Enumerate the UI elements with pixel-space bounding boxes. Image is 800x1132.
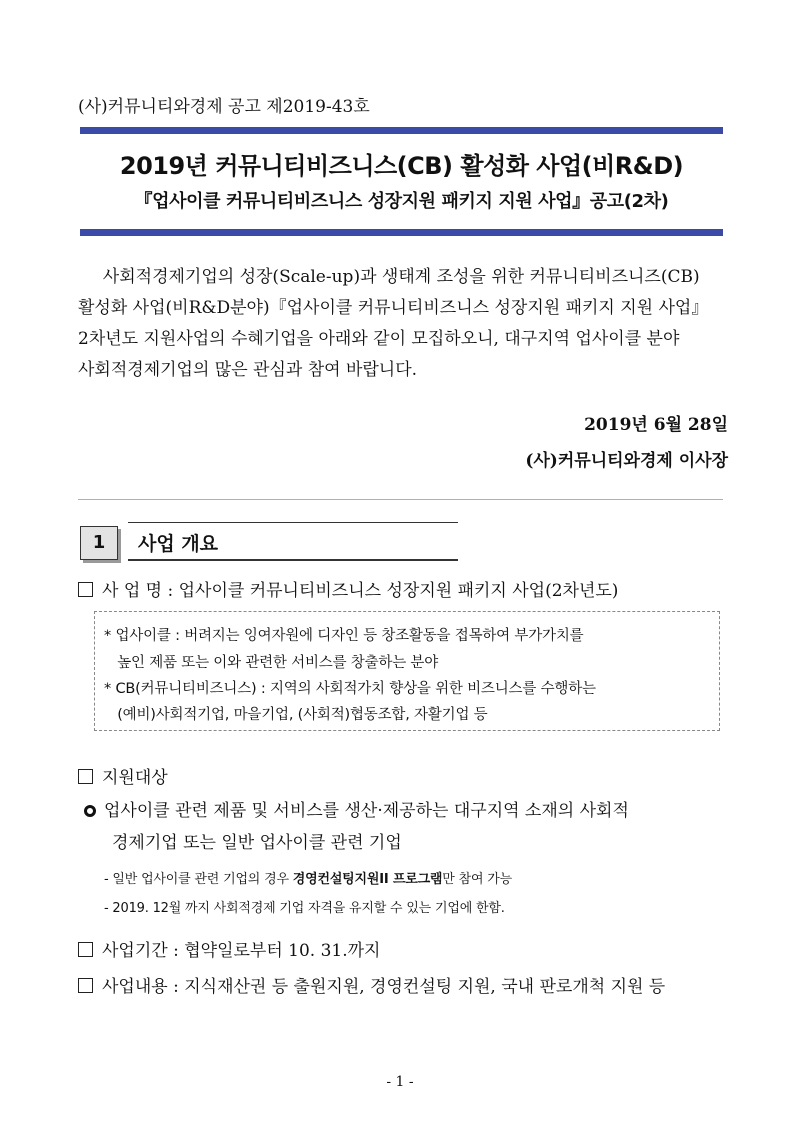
section-number: 1 — [80, 526, 118, 560]
business-period: 사업기간 : 협약일로부터 10. 31.까지 — [102, 941, 381, 961]
note-line: * 업사이클 : 버려지는 잉여자원에 디자인 등 창조활동을 접목하여 부가가치를 — [104, 628, 584, 644]
note-line: 높인 제품 또는 이와 관련한 서비스를 창출하는 분야 — [104, 655, 439, 671]
target-sub-item — [104, 868, 512, 887]
intro-line: 사회적경제기업의 많은 관심과 참여 바랍니다. — [78, 360, 418, 380]
document-subtitle: 『업사이클 커뮤니티비즈니스 성장지원 패키지 지원 사업』공고(2차) — [134, 191, 669, 212]
note-line: * CB(커뮤니티비즈니스) : 지역의 사회적가치 향상을 위한 비즈니스를 수행하는 — [104, 681, 596, 697]
sub-text: - 일반 업사이클 관련 기업의 경우 — [104, 872, 293, 887]
period-row — [78, 936, 380, 961]
checkbox-square-icon — [78, 978, 93, 993]
notice-number: (사)커뮤니티와경제 공고 제2019-43호 — [78, 97, 370, 117]
checkbox-square-icon — [78, 942, 93, 957]
note-line: (예비)사회적기업, 마을기업, (사회적)협동조합, 자활기업 등 — [104, 707, 488, 723]
page-number: - 1 - — [386, 1074, 414, 1090]
intro-line: 2차년도 지원사업의 수혜기업을 아래와 같이 모집하오니, 대구지역 업사이클 분야 — [78, 329, 680, 349]
target-sub-item: - 2019. 12월 까지 사회적경제 기업 자격을 유지할 수 있는 기업에 한함. — [104, 901, 505, 916]
business-name: 사 업 명 : 업사이클 커뮤니티비즈니스 성장지원 패키지 사업(2차년도) — [102, 581, 619, 601]
content-row — [78, 972, 665, 997]
document-title: 2019년 커뮤니티비즈니스(CB) 활성화 사업(비R&D) — [119, 152, 684, 180]
section-title: 사업 개요 — [138, 533, 219, 555]
section-title-bar — [128, 522, 458, 561]
intro-line: 활성화 사업(비R&D분야)『업사이클 커뮤니티비즈니스 성장지원 패키지 지원 사업』 — [78, 298, 709, 318]
target-label: 지원대상 — [102, 768, 168, 788]
target-row — [78, 763, 168, 788]
sub-text: 만 참여 가능 — [442, 872, 512, 887]
business-content: 사업내용 : 지식재산권 등 출원지원, 경영컨설팅 지원, 국내 판로개척 지원 등 — [102, 977, 666, 997]
target-bullet-line: 업사이클 관련 제품 및 서비스를 생산·제공하는 대구지역 소재의 사회적 — [104, 801, 629, 821]
section-divider — [78, 499, 723, 500]
sub-text-bold: 경영컨설팅지원II 프로그램 — [292, 872, 443, 887]
intro-line: 사회적경제기업의 성장(Scale-up)과 생태계 조성을 위한 커뮤니티비즈니즈(CB) — [92, 267, 700, 287]
checkbox-square-icon — [78, 769, 93, 784]
title-rule-top — [80, 127, 723, 134]
circle-bullet-icon — [84, 805, 96, 817]
target-bullet — [84, 796, 629, 821]
title-rule-bottom — [80, 229, 723, 236]
business-name-row — [78, 576, 618, 601]
target-bullet-line: 경제기업 또는 일반 업사이클 관련 기업 — [112, 833, 402, 853]
announcement-date: 2019년 6월 28일 — [584, 415, 728, 435]
intro-paragraph — [78, 262, 728, 386]
checkbox-square-icon — [78, 582, 93, 597]
announcing-organization: (사)커뮤니티와경제 이사장 — [525, 451, 728, 471]
